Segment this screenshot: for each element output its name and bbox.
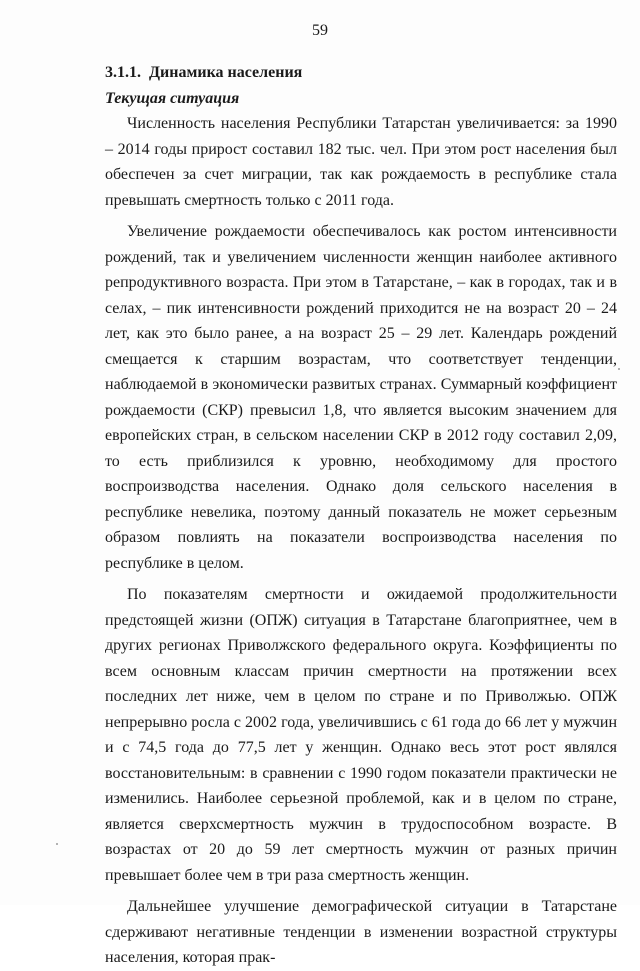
section-heading <box>105 60 617 86</box>
paragraph: По показателям смертности и ожидаемой продолжительности предстоящей жизни (ОПЖ) ситуация в Татарстане благоприятнее, чем в других регионах Приволжского федерального округа. Коэффициенты по всем основным классам причин смертности на протяжении всех последних лет ниже, чем в целом по стране и по Приволжью. ОПЖ непрерывно росла с 2002 года, увеличившись с 61 года до 66 лет у мужчин и с 74,5 года до 77,5 лет у женщин. Однако весь этот рост являлся восстановительным: в сравнении с 1990 годом показатели практически не изменились. Наиболее серьезной проблемой, как и в целом по стране, является сверхсмертность мужчин в трудоспособном возрасте. В возрастах от 20 до 59 лет смертность мужчин от разных причин превышает более чем в три раза смертность женщин. <box>105 586 617 884</box>
section-number: 3.1.1. <box>105 64 141 81</box>
paragraph: Дальнейшее улучшение демографической ситуации в Татарстане сдерживают негативные тенденции в изменении возрастной структуры населения, которая прак- <box>105 898 617 966</box>
section-title: Динамика населения <box>149 64 303 81</box>
subsection-heading: Текущая ситуация <box>105 89 240 107</box>
page-number: 59 <box>312 22 328 39</box>
scan-speck <box>56 843 58 845</box>
paragraph: Численность населения Республики Татарстан увеличивается: за 1990 – 2014 годы прирост составил 182 тыс. чел. При этом рост населения был обеспечен за счет миграции, так как рождаемость в республике стала превышать смертность только с 2011 года. <box>105 115 617 209</box>
scan-speck <box>618 368 620 370</box>
document-body <box>105 60 617 971</box>
paragraph: Увеличение рождаемости обеспечивалось как ростом интенсивности рождений, так и увеличением численности женщин наиболее активного репродуктивного возраста. При этом в Татарстане, – как в городах, так и в селах, – пик интенсивности рождений приходится не на возраст 20 – 24 лет, как это было ранее, а на возраст 25 – 29 лет. Календарь рождений смещается к старшим возрастам, что соответствует тенденции, наблюдаемой в экономически развитых странах. Суммарный коэффициент рождаемости (СКР) превысил 1,8, что является высоким значением для европейских стран, в сельском населении СКР в 2012 году составил 2,09, то есть приблизился к уровню, необходимому для простого воспроизводства населения. Однако доля сельского населения в республике невелика, поэтому данный показатель не может серьезным образом повлиять на показатели воспроизводства населения по республике в целом. <box>105 223 617 572</box>
